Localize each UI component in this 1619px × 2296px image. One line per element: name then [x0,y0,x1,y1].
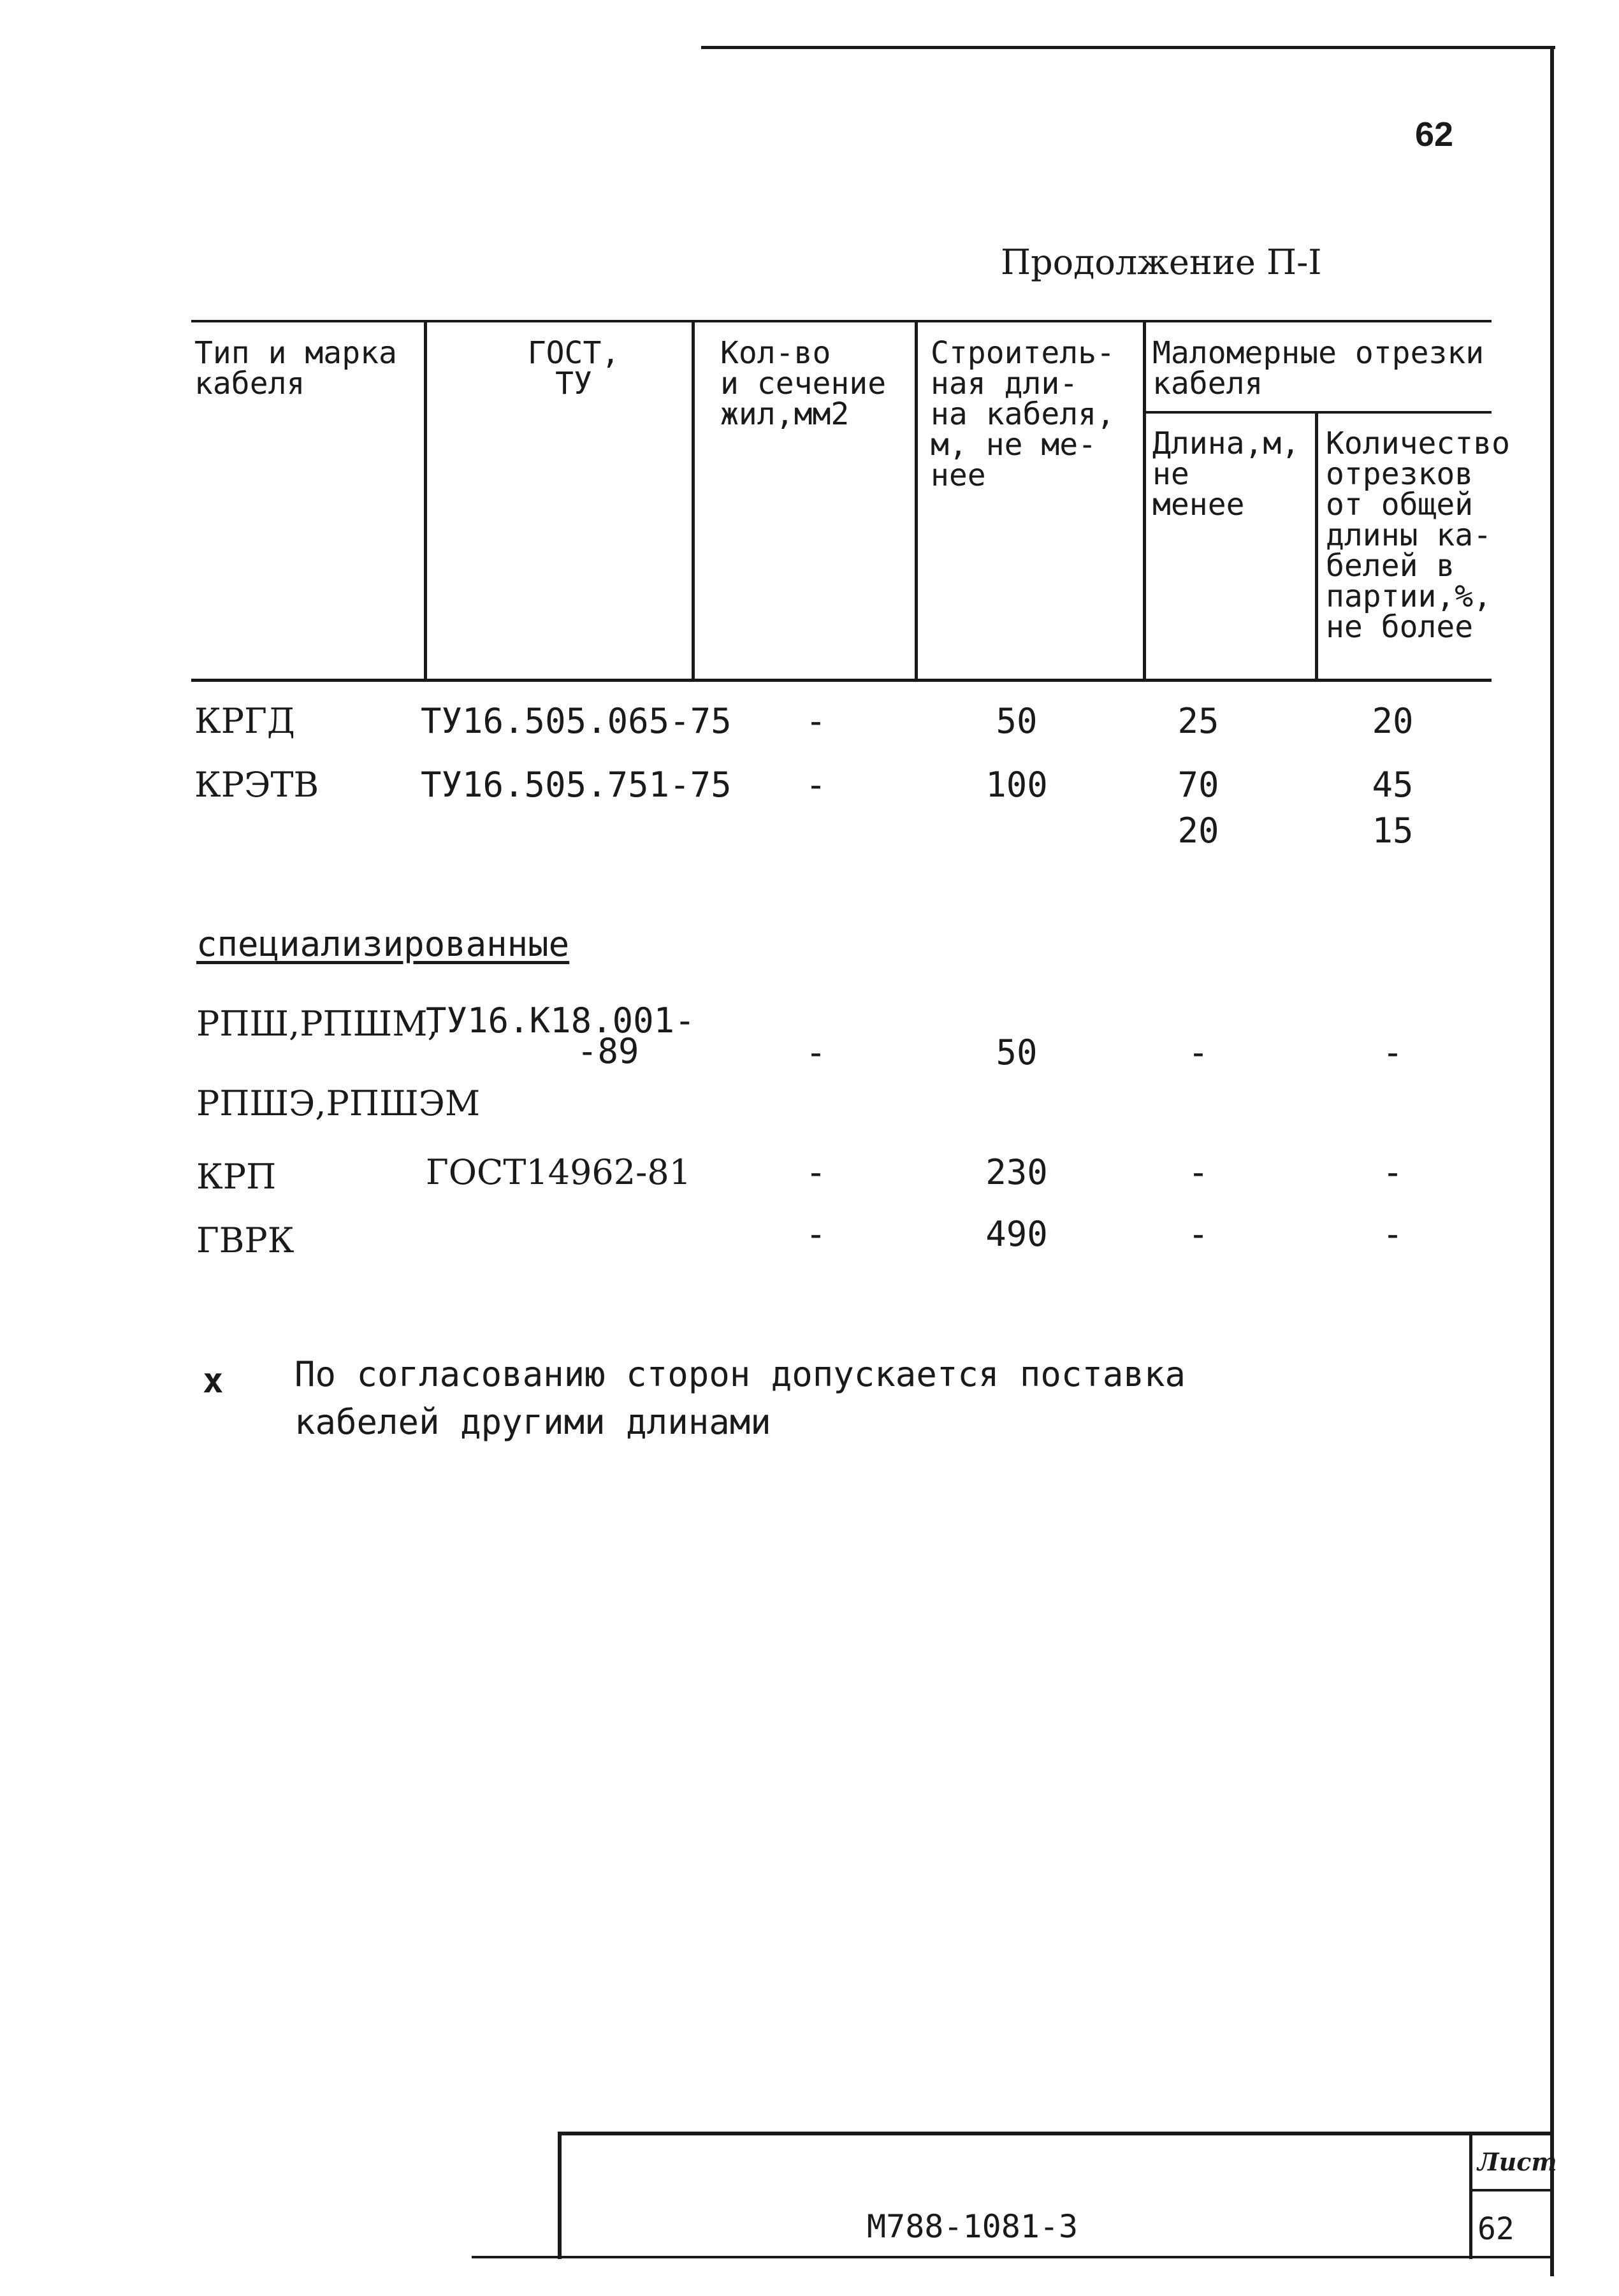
cell-gost: ТУ16.505.065-75 [421,701,732,741]
doc-code: М788-1081-3 [867,2208,1078,2245]
cell-gost-line2: -89 [577,1031,639,1071]
cell-length: 490 [985,1214,1048,1254]
cell-cores: - [805,1152,827,1192]
cell-type: КРП [196,1157,277,1197]
cell-short-length: - [1187,1032,1209,1072]
cell-cores: - [805,701,827,741]
cell-short-count: - [1382,1032,1404,1072]
cell-short-length: 20 [1177,811,1219,851]
cell-type: ГВРК [196,1220,294,1260]
continuation-title: Продолжение П-I [1001,242,1322,282]
footnote-line2: кабелей другими длинами [294,1402,771,1442]
cell-short-count: 45 [1372,765,1414,805]
cell-length: 50 [996,1032,1038,1072]
header-gost: ГОСТ, ТУ [527,335,620,401]
sheet-label: Лист [1477,2148,1557,2176]
sheet-box-left-line [1469,2132,1472,2259]
title-block-left-line [558,2132,562,2259]
header-short-count: Количество отрезков от общей длины ка- белей в партии,%, не более [1326,426,1510,645]
section-label: специализированные [196,924,570,964]
cell-gost: ТУ16.К18.001- [426,1000,695,1041]
cell-cores: - [805,765,827,805]
header-type: Тип и марка кабеля [194,335,397,401]
header-length: Строитель- ная дли- на кабеля, м, не ме- нее [931,335,1115,493]
header-cores: Кол-во и сечение жил,мм2 [720,335,887,432]
cell-short-count: - [1382,1152,1404,1192]
cell-short-count: 20 [1372,701,1414,741]
cell-gost: ТУ16.505.751-75 [421,765,732,805]
sheet-number: 62 [1477,2211,1514,2247]
cell-short-length: 25 [1177,701,1219,741]
cell-cores: - [805,1214,827,1254]
cell-gost: ГОСТ14962-81 [426,1152,692,1192]
cell-type-line2: РПШЭ,РПШЭМ [196,1083,481,1123]
header-short-group: Маломерные отрезки кабеля [1152,335,1485,401]
footnote-marker: x [203,1361,224,1401]
cell-short-length: - [1187,1152,1209,1192]
cell-length: 50 [996,701,1038,741]
sheet-box-mid-line [1469,2189,1552,2191]
footnote-line1: По согласованию сторон допускается поставка [294,1354,1186,1394]
cell-length: 100 [985,765,1048,805]
cell-length: 230 [985,1152,1048,1192]
cell-cores: - [805,1032,827,1072]
title-block-top-line [558,2132,1552,2135]
title-block-bottom-line [472,2256,1552,2258]
cell-short-length: - [1187,1214,1209,1254]
cell-short-length: 70 [1177,765,1219,805]
cell-short-count: 15 [1372,811,1414,851]
cell-type: КРГД [194,701,295,741]
header-short-length: Длина,м, не менее [1152,426,1300,523]
cell-short-count: - [1382,1214,1404,1254]
page-number: 62 [1415,115,1454,154]
cell-type: РПШ,РПШМ, [196,1004,439,1044]
cell-type: КРЭТВ [194,765,319,805]
